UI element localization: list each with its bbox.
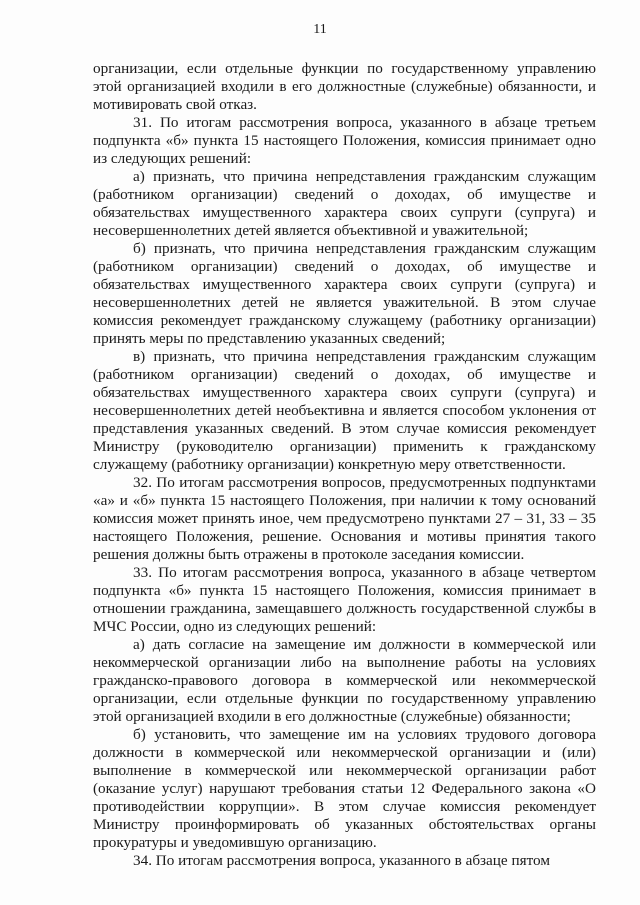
paragraph-item-33-b: б) установить, что замещение им на условиях трудового договора должности в коммерческой или некоммерческой организации и (или) выполнение в коммерческой или некоммерческой организации работ (оказание услуг) нарушают требования статьи 12 Федерального закона «О противодействии коррупции». В этом случае комиссия рекомендует Министру проинформировать об указанных обстоятельствах органы прокуратуры и уведомившую организацию. <box>93 726 596 851</box>
paragraph-item-34: 34. По итогам рассмотрения вопроса, указанного в абзаце пятом <box>133 852 550 869</box>
paragraph-item-31-v: в) признать, что причина непредставления гражданским служащим (работником организации) сведений о доходах, об имуществе и обязательствах имущественного характера своих супруги (супруга) и несовершеннолетних детей необъективна и является способом уклонения от представления указанных сведений. В этом случае комиссия рекомендует Министру (руководителю организации) применить к гражданскому служащему (работнику организации) конкретную меру ответственности. <box>93 348 596 473</box>
paragraph-item-31-b: б) признать, что причина непредставления гражданским служащим (работником организации) сведений о доходах, об имуществе и обязательствах имущественного характера своих супруги (супруга) и несовершеннолетних детей не является уважительной. В этом случае комиссия рекомендует гражданскому служащему (работнику организации) принять меры по представлению указанных сведений; <box>93 240 596 347</box>
page-number: 11 <box>313 22 327 37</box>
paragraph-item-33: 33. По итогам рассмотрения вопроса, указанного в абзаце четвертом подпункта «б» пункта 15 настоящего Положения, комиссия принимает в отношении гражданина, замещавшего должность государственной службы в МЧС России, одно из следующих решений: <box>93 564 596 635</box>
paragraph-item-32: 32. По итогам рассмотрения вопросов, предусмотренных подпунктами «а» и «б» пункта 15 настоящего Положения, при наличии к тому оснований комиссия может принять иное, чем предусмотрено пунктами 27 – 31, 33 – 35 настоящего Положения, решение. Основания и мотивы принятия такого решения должны быть отражены в протоколе заседания комиссии. <box>93 474 596 563</box>
paragraph-item-33-a: а) дать согласие на замещение им должности в коммерческой или некоммерческой организации либо на выполнение работы на условиях гражданско-правового договора в коммерческой или некоммерческой организации, если отдельные функции по государственному управлению этой организацией входили в его должностные (служебные) обязанности; <box>93 636 596 725</box>
paragraph-item-31-a: а) признать, что причина непредставления гражданским служащим (работником организации) сведений о доходах, об имуществе и обязательствах имущественного характера своих супруги (супруга) и несовершеннолетних детей является объективной и уважительной; <box>93 168 596 239</box>
document-body <box>93 60 596 870</box>
paragraph-continuation: организации, если отдельные функции по государственному управлению этой организацией входили в его должностные (служебные) обязанности, и мотивировать свой отказ. <box>93 60 596 113</box>
paragraph-item-31: 31. По итогам рассмотрения вопроса, указанного в абзаце третьем подпункта «б» пункта 15 настоящего Положения, комиссия принимает одно из следующих решений: <box>93 114 596 167</box>
